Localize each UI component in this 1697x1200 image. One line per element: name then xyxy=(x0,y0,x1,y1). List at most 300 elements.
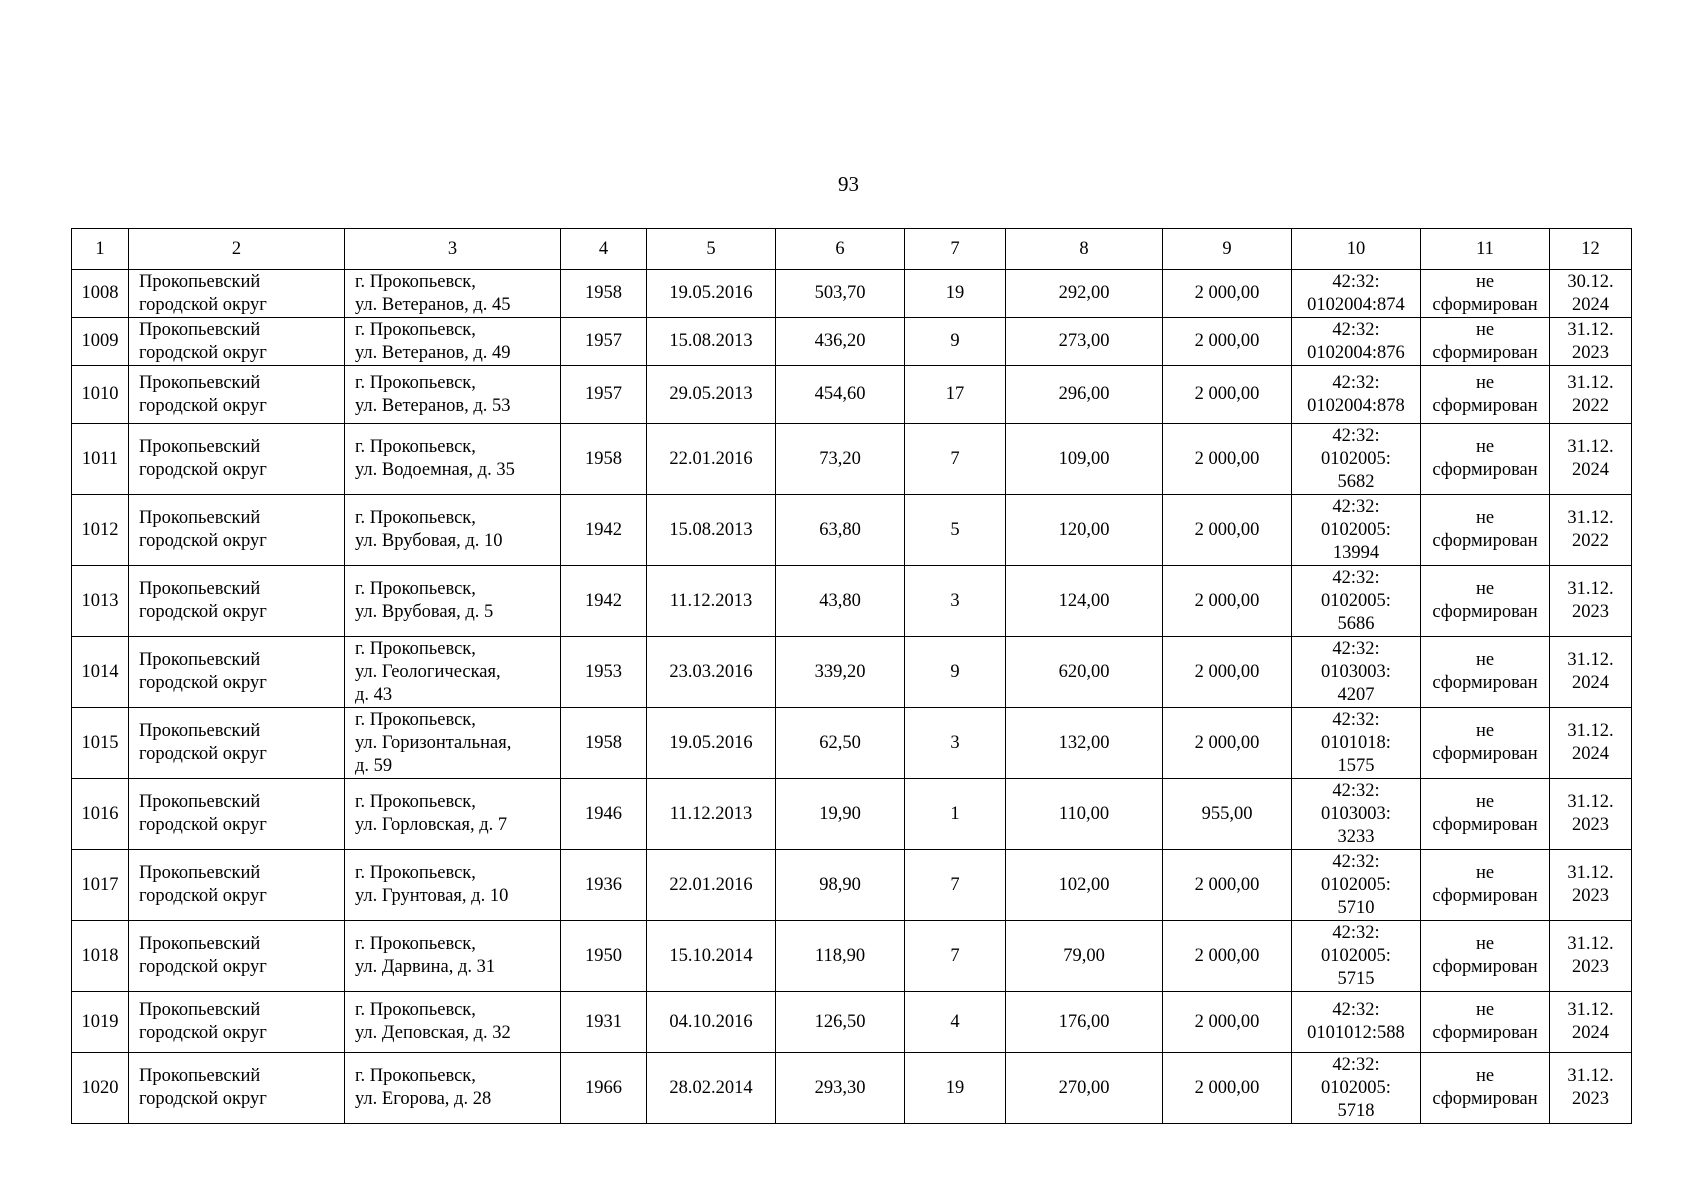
municipality-cell xyxy=(129,850,345,921)
value-cell: 132,00 xyxy=(1006,708,1163,779)
deadline-cell xyxy=(1550,921,1632,992)
cell-line: сформирован xyxy=(1432,531,1538,551)
amount-cell: 2 000,00 xyxy=(1163,366,1292,424)
residents-count-cell: 7 xyxy=(905,850,1006,921)
year-built-cell: 1953 xyxy=(561,637,647,708)
residents-count-cell: 5 xyxy=(905,495,1006,566)
residents-count-cell: 19 xyxy=(905,1053,1006,1124)
cell-line: не xyxy=(1475,863,1495,883)
deadline-cell xyxy=(1550,779,1632,850)
date-cell: 28.02.2014 xyxy=(647,1053,776,1124)
cadastral-number-cell xyxy=(1292,566,1421,637)
year-built-cell: 1931 xyxy=(561,992,647,1053)
cell-line: д. 59 xyxy=(355,755,393,776)
municipality-cell xyxy=(129,708,345,779)
column-number: 7 xyxy=(905,229,1006,270)
cell-line: городской округ xyxy=(139,886,267,906)
status-cell xyxy=(1421,566,1550,637)
cell-line: Прокопьевский xyxy=(139,319,261,340)
status-cell xyxy=(1421,495,1550,566)
value-cell: 270,00 xyxy=(1006,1053,1163,1124)
residents-count-cell: 9 xyxy=(905,637,1006,708)
cell-line: городской округ xyxy=(139,744,267,764)
area-cell: 63,80 xyxy=(776,495,905,566)
status-cell xyxy=(1421,366,1550,424)
cell-line: 31.12. xyxy=(1567,721,1614,741)
cell-line: 2023 xyxy=(1572,957,1609,977)
date-cell: 29.05.2013 xyxy=(647,366,776,424)
value-cell: 110,00 xyxy=(1006,779,1163,850)
residents-count-cell: 17 xyxy=(905,366,1006,424)
area-cell: 118,90 xyxy=(776,921,905,992)
cell-line: сформирован xyxy=(1432,957,1538,977)
cell-line: не xyxy=(1475,1000,1495,1020)
date-cell: 15.08.2013 xyxy=(647,318,776,366)
deadline-cell xyxy=(1550,1053,1632,1124)
status-cell xyxy=(1421,708,1550,779)
residents-count-cell: 1 xyxy=(905,779,1006,850)
cell-line: 5718 xyxy=(1337,1100,1375,1121)
cadastral-number-cell xyxy=(1292,366,1421,424)
cell-line: 2024 xyxy=(1572,673,1609,693)
housing-register-table xyxy=(71,228,1632,1124)
value-cell: 102,00 xyxy=(1006,850,1163,921)
date-cell: 15.08.2013 xyxy=(647,495,776,566)
cell-line: 1575 xyxy=(1337,755,1375,776)
cell-line: городской округ xyxy=(139,294,267,315)
amount-cell: 2 000,00 xyxy=(1163,270,1292,318)
value-cell: 124,00 xyxy=(1006,566,1163,637)
cadastral-number-cell xyxy=(1292,708,1421,779)
column-number-row xyxy=(72,229,1632,270)
cell-line: Прокопьевский xyxy=(139,792,261,812)
cell-line: г. Прокопьевск, xyxy=(355,638,476,659)
cell-line: 2024 xyxy=(1572,294,1609,315)
deadline-cell xyxy=(1550,366,1632,424)
residents-count-cell: 7 xyxy=(905,424,1006,495)
table-row xyxy=(72,495,1632,566)
amount-cell: 2 000,00 xyxy=(1163,1053,1292,1124)
cell-line: 0102004:878 xyxy=(1307,395,1405,416)
cell-line: сформирован xyxy=(1432,673,1538,693)
year-built-cell: 1950 xyxy=(561,921,647,992)
column-number: 3 xyxy=(345,229,561,270)
value-cell: 120,00 xyxy=(1006,495,1163,566)
cadastral-number-cell xyxy=(1292,495,1421,566)
cadastral-number-cell xyxy=(1292,318,1421,366)
municipality-cell xyxy=(129,779,345,850)
cell-line: г. Прокопьевск, xyxy=(355,709,476,730)
cell-line: г. Прокопьевск, xyxy=(355,1000,476,1020)
cadastral-number-cell xyxy=(1292,850,1421,921)
cell-line: г. Прокопьевск, xyxy=(355,508,476,528)
cell-line: 5710 xyxy=(1337,897,1375,918)
residents-count-cell: 3 xyxy=(905,708,1006,779)
cell-line: Прокопьевский xyxy=(139,579,261,599)
cell-line: ул. Ветеранов, д. 53 xyxy=(355,395,511,416)
deadline-cell xyxy=(1550,318,1632,366)
cell-line: 0102005: xyxy=(1321,874,1391,895)
cell-line: г. Прокопьевск, xyxy=(355,934,476,954)
row-number-cell: 1019 xyxy=(72,992,129,1053)
cell-line: 5682 xyxy=(1337,471,1375,492)
cell-line: Прокопьевский xyxy=(139,508,261,528)
status-cell xyxy=(1421,424,1550,495)
amount-cell: 2 000,00 xyxy=(1163,318,1292,366)
residents-count-cell: 19 xyxy=(905,270,1006,318)
cell-line: 13994 xyxy=(1332,542,1380,563)
area-cell: 339,20 xyxy=(776,637,905,708)
amount-cell: 2 000,00 xyxy=(1163,566,1292,637)
cell-line: 30.12. xyxy=(1567,271,1614,292)
value-cell: 292,00 xyxy=(1006,270,1163,318)
cell-line: Прокопьевский xyxy=(139,372,261,393)
area-cell: 62,50 xyxy=(776,708,905,779)
cell-line: Прокопьевский xyxy=(139,437,261,457)
table-row xyxy=(72,850,1632,921)
amount-cell: 2 000,00 xyxy=(1163,708,1292,779)
cell-line: 0102005: xyxy=(1321,1077,1391,1098)
cell-line: сформирован xyxy=(1432,815,1538,835)
cell-line: городской округ xyxy=(139,602,267,622)
cell-line: 3233 xyxy=(1337,826,1375,847)
deadline-cell xyxy=(1550,495,1632,566)
column-number: 10 xyxy=(1292,229,1421,270)
cell-line: 42:32: xyxy=(1332,1000,1380,1020)
cell-line: не xyxy=(1475,319,1495,340)
column-number: 1 xyxy=(72,229,129,270)
cell-line: г. Прокопьевск, xyxy=(355,579,476,599)
cell-line: городской округ xyxy=(139,957,267,977)
year-built-cell: 1957 xyxy=(561,366,647,424)
cell-line: 0102004:876 xyxy=(1307,342,1405,363)
row-number-cell: 1016 xyxy=(72,779,129,850)
row-number-cell: 1011 xyxy=(72,424,129,495)
municipality-cell xyxy=(129,566,345,637)
cell-line: не xyxy=(1475,579,1495,599)
cadastral-number-cell xyxy=(1292,1053,1421,1124)
cell-line: 0102005: xyxy=(1321,519,1391,540)
municipality-cell xyxy=(129,992,345,1053)
area-cell: 293,30 xyxy=(776,1053,905,1124)
row-number-cell: 1013 xyxy=(72,566,129,637)
cell-line: городской округ xyxy=(139,395,267,416)
municipality-cell xyxy=(129,270,345,318)
cell-line: 42:32: xyxy=(1332,496,1380,517)
year-built-cell: 1936 xyxy=(561,850,647,921)
page-number: 93 xyxy=(838,172,859,196)
amount-cell: 2 000,00 xyxy=(1163,424,1292,495)
cell-line: ул. Водоемная, д. 35 xyxy=(355,460,515,480)
address-cell xyxy=(345,850,561,921)
cadastral-number-cell xyxy=(1292,992,1421,1053)
cell-line: сформирован xyxy=(1432,1089,1538,1109)
address-cell xyxy=(345,992,561,1053)
cell-line: 2022 xyxy=(1572,531,1609,551)
cell-line: 31.12. xyxy=(1567,934,1614,954)
deadline-cell xyxy=(1550,424,1632,495)
cell-line: 31.12. xyxy=(1567,863,1614,883)
address-cell xyxy=(345,779,561,850)
area-cell: 503,70 xyxy=(776,270,905,318)
date-cell: 23.03.2016 xyxy=(647,637,776,708)
cell-line: Прокопьевский xyxy=(139,721,261,741)
address-cell xyxy=(345,708,561,779)
date-cell: 22.01.2016 xyxy=(647,424,776,495)
date-cell: 19.05.2016 xyxy=(647,708,776,779)
cell-line: не xyxy=(1475,650,1495,670)
column-number: 4 xyxy=(561,229,647,270)
table-row xyxy=(72,921,1632,992)
cell-line: 42:32: xyxy=(1332,271,1380,292)
status-cell xyxy=(1421,318,1550,366)
cell-line: не xyxy=(1475,508,1495,528)
cell-line: 42:32: xyxy=(1332,780,1380,801)
cell-line: ул. Егорова, д. 28 xyxy=(355,1089,492,1109)
cell-line: 0101012:588 xyxy=(1307,1023,1405,1043)
cell-line: городской округ xyxy=(139,1089,267,1109)
cell-line: ул. Ветеранов, д. 45 xyxy=(355,294,511,315)
cell-line: не xyxy=(1475,792,1495,812)
address-cell xyxy=(345,270,561,318)
row-number-cell: 1010 xyxy=(72,366,129,424)
cell-line: 42:32: xyxy=(1332,922,1380,943)
cell-line: не xyxy=(1475,721,1495,741)
cell-line: 42:32: xyxy=(1332,372,1380,393)
address-cell xyxy=(345,318,561,366)
cell-line: ул. Ветеранов, д. 49 xyxy=(355,342,511,363)
year-built-cell: 1942 xyxy=(561,566,647,637)
area-cell: 98,90 xyxy=(776,850,905,921)
cell-line: 31.12. xyxy=(1567,372,1614,393)
address-cell xyxy=(345,424,561,495)
cell-line: г. Прокопьевск, xyxy=(355,1066,476,1086)
cell-line: 2024 xyxy=(1572,744,1609,764)
table-row xyxy=(72,637,1632,708)
residents-count-cell: 7 xyxy=(905,921,1006,992)
cell-line: 5715 xyxy=(1337,968,1375,989)
deadline-cell xyxy=(1550,850,1632,921)
cell-line: сформирован xyxy=(1432,342,1538,363)
cell-line: 42:32: xyxy=(1332,709,1380,730)
date-cell: 11.12.2013 xyxy=(647,779,776,850)
deadline-cell xyxy=(1550,566,1632,637)
deadline-cell xyxy=(1550,270,1632,318)
year-built-cell: 1946 xyxy=(561,779,647,850)
status-cell xyxy=(1421,270,1550,318)
municipality-cell xyxy=(129,318,345,366)
cell-line: сформирован xyxy=(1432,294,1538,315)
value-cell: 109,00 xyxy=(1006,424,1163,495)
cell-line: 42:32: xyxy=(1332,425,1380,446)
cell-line: сформирован xyxy=(1432,395,1538,416)
value-cell: 79,00 xyxy=(1006,921,1163,992)
amount-cell: 2 000,00 xyxy=(1163,495,1292,566)
year-built-cell: 1958 xyxy=(561,270,647,318)
cell-line: не xyxy=(1475,372,1495,393)
row-number-cell: 1012 xyxy=(72,495,129,566)
amount-cell: 955,00 xyxy=(1163,779,1292,850)
area-cell: 436,20 xyxy=(776,318,905,366)
municipality-cell xyxy=(129,366,345,424)
status-cell xyxy=(1421,1053,1550,1124)
cell-line: 42:32: xyxy=(1332,638,1380,659)
cell-line: 0103003: xyxy=(1321,803,1391,824)
area-cell: 43,80 xyxy=(776,566,905,637)
row-number-cell: 1017 xyxy=(72,850,129,921)
status-cell xyxy=(1421,637,1550,708)
cell-line: Прокопьевский xyxy=(139,934,261,954)
cell-line: не xyxy=(1475,271,1495,292)
deadline-cell xyxy=(1550,992,1632,1053)
cell-line: 2022 xyxy=(1572,395,1609,416)
cell-line: не xyxy=(1475,437,1495,457)
address-cell xyxy=(345,366,561,424)
cell-line: Прокопьевский xyxy=(139,863,261,883)
cell-line: 31.12. xyxy=(1567,579,1614,599)
cell-line: городской округ xyxy=(139,460,267,480)
column-number: 9 xyxy=(1163,229,1292,270)
row-number-cell: 1015 xyxy=(72,708,129,779)
table-row xyxy=(72,708,1632,779)
cell-line: не xyxy=(1475,1066,1495,1086)
cell-line: 31.12. xyxy=(1567,1000,1614,1020)
cadastral-number-cell xyxy=(1292,424,1421,495)
cell-line: Прокопьевский xyxy=(139,1066,261,1086)
municipality-cell xyxy=(129,637,345,708)
amount-cell: 2 000,00 xyxy=(1163,921,1292,992)
cell-line: 0102004:874 xyxy=(1307,294,1405,315)
municipality-cell xyxy=(129,424,345,495)
cadastral-number-cell xyxy=(1292,779,1421,850)
cell-line: ул. Грунтовая, д. 10 xyxy=(355,886,509,906)
municipality-cell xyxy=(129,495,345,566)
cell-line: 42:32: xyxy=(1332,319,1380,340)
table-row xyxy=(72,318,1632,366)
cell-line: 2023 xyxy=(1572,342,1609,363)
address-cell xyxy=(345,921,561,992)
cell-line: сформирован xyxy=(1432,1023,1538,1043)
cell-line: 0103003: xyxy=(1321,661,1391,682)
cell-line: 42:32: xyxy=(1332,1054,1380,1075)
cell-line: Прокопьевский xyxy=(139,650,261,670)
year-built-cell: 1966 xyxy=(561,1053,647,1124)
cell-line: городской округ xyxy=(139,1023,267,1043)
address-cell xyxy=(345,637,561,708)
cell-line: Прокопьевский xyxy=(139,271,261,292)
area-cell: 454,60 xyxy=(776,366,905,424)
value-cell: 620,00 xyxy=(1006,637,1163,708)
cell-line: 42:32: xyxy=(1332,567,1380,588)
address-cell xyxy=(345,566,561,637)
row-number-cell: 1009 xyxy=(72,318,129,366)
residents-count-cell: 4 xyxy=(905,992,1006,1053)
address-cell xyxy=(345,1053,561,1124)
area-cell: 126,50 xyxy=(776,992,905,1053)
cell-line: г. Прокопьевск, xyxy=(355,792,476,812)
cell-line: городской округ xyxy=(139,342,267,363)
column-number: 8 xyxy=(1006,229,1163,270)
municipality-cell xyxy=(129,1053,345,1124)
municipality-cell xyxy=(129,921,345,992)
cell-line: 31.12. xyxy=(1567,792,1614,812)
status-cell xyxy=(1421,779,1550,850)
cell-line: 2024 xyxy=(1572,1023,1609,1043)
cell-line: ул. Горловская, д. 7 xyxy=(355,815,508,835)
table-row xyxy=(72,270,1632,318)
cell-line: 5686 xyxy=(1337,613,1375,634)
table-row xyxy=(72,779,1632,850)
row-number-cell: 1014 xyxy=(72,637,129,708)
cell-line: городской округ xyxy=(139,815,267,835)
cell-line: г. Прокопьевск, xyxy=(355,437,476,457)
table-row xyxy=(72,424,1632,495)
cell-line: г. Прокопьевск, xyxy=(355,863,476,883)
date-cell: 11.12.2013 xyxy=(647,566,776,637)
area-cell: 73,20 xyxy=(776,424,905,495)
cell-line: 2023 xyxy=(1572,1089,1609,1109)
cell-line: ул. Врубовая, д. 5 xyxy=(355,602,494,622)
column-number: 11 xyxy=(1421,229,1550,270)
year-built-cell: 1958 xyxy=(561,708,647,779)
cell-line: ул. Врубовая, д. 10 xyxy=(355,531,503,551)
row-number-cell: 1020 xyxy=(72,1053,129,1124)
deadline-cell xyxy=(1550,637,1632,708)
cadastral-number-cell xyxy=(1292,921,1421,992)
address-cell xyxy=(345,495,561,566)
cell-line: 4207 xyxy=(1337,684,1375,705)
amount-cell: 2 000,00 xyxy=(1163,850,1292,921)
column-number: 12 xyxy=(1550,229,1632,270)
status-cell xyxy=(1421,921,1550,992)
cadastral-number-cell xyxy=(1292,637,1421,708)
cell-line: 31.12. xyxy=(1567,437,1614,457)
cell-line: 2023 xyxy=(1572,815,1609,835)
value-cell: 296,00 xyxy=(1006,366,1163,424)
cell-line: г. Прокопьевск, xyxy=(355,372,476,393)
amount-cell: 2 000,00 xyxy=(1163,637,1292,708)
date-cell: 04.10.2016 xyxy=(647,992,776,1053)
cell-line: д. 43 xyxy=(355,684,393,705)
value-cell: 176,00 xyxy=(1006,992,1163,1053)
year-built-cell: 1958 xyxy=(561,424,647,495)
cell-line: ул. Геологическая, xyxy=(355,661,501,682)
cell-line: Прокопьевский xyxy=(139,1000,261,1020)
cell-line: 0102005: xyxy=(1321,448,1391,469)
area-cell: 19,90 xyxy=(776,779,905,850)
cell-line: ул. Деповская, д. 32 xyxy=(355,1023,511,1043)
table-row xyxy=(72,992,1632,1053)
amount-cell: 2 000,00 xyxy=(1163,992,1292,1053)
date-cell: 19.05.2016 xyxy=(647,270,776,318)
column-number: 2 xyxy=(129,229,345,270)
cell-line: 42:32: xyxy=(1332,851,1380,872)
table-row xyxy=(72,366,1632,424)
deadline-cell xyxy=(1550,708,1632,779)
cell-line: городской округ xyxy=(139,673,267,693)
table-row xyxy=(72,1053,1632,1124)
cell-line: сформирован xyxy=(1432,460,1538,480)
cell-line: сформирован xyxy=(1432,744,1538,764)
cell-line: г. Прокопьевск, xyxy=(355,271,476,292)
date-cell: 22.01.2016 xyxy=(647,850,776,921)
cell-line: ул. Дарвина, д. 31 xyxy=(355,957,496,977)
row-number-cell: 1008 xyxy=(72,270,129,318)
residents-count-cell: 9 xyxy=(905,318,1006,366)
cell-line: 31.12. xyxy=(1567,508,1614,528)
column-number: 5 xyxy=(647,229,776,270)
year-built-cell: 1942 xyxy=(561,495,647,566)
